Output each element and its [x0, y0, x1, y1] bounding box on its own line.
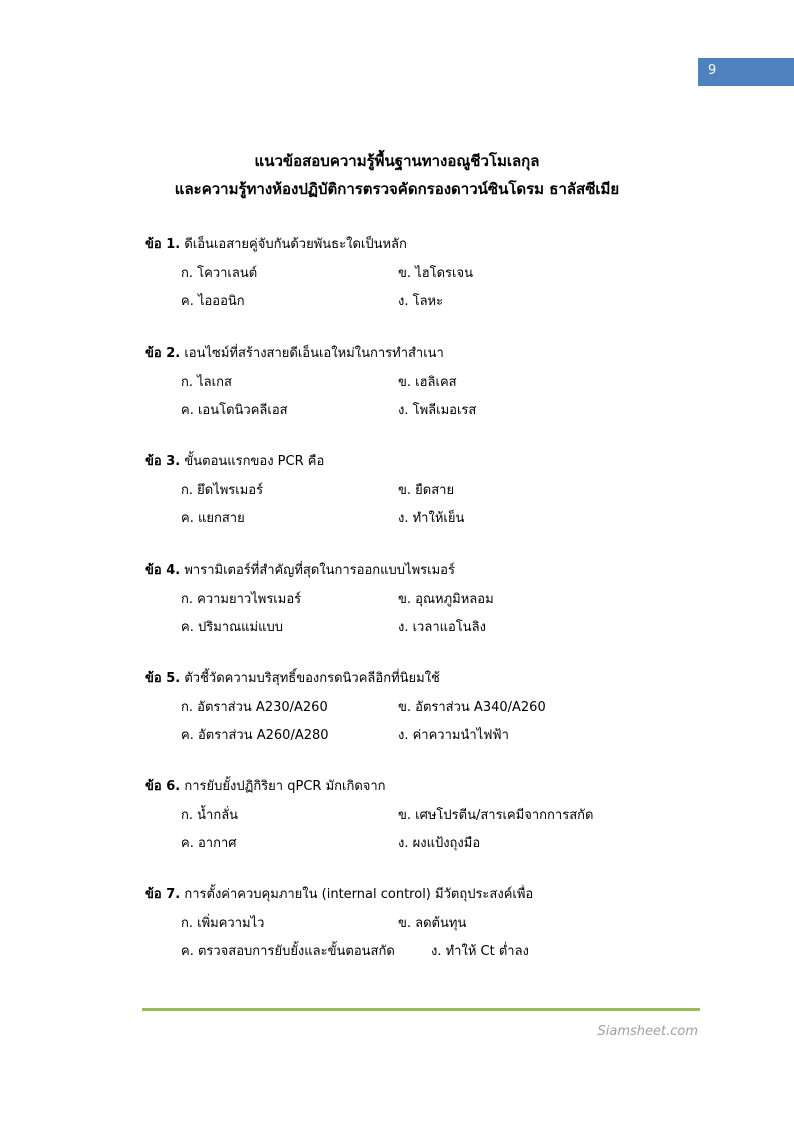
option-c: ค. ปริมาณแม่แบบ — [181, 620, 283, 635]
option-a: ก. น้ำกลั่น — [181, 808, 239, 823]
page-title — [0, 147, 794, 203]
option-d: ง. ค่าความนำไฟฟ้า — [398, 728, 509, 743]
option-d: ง. ทำให้ Ct ต่ำลง — [431, 944, 529, 959]
question-text: เอนไซม์ที่สร้างสายดีเอ็นเอใหม่ในการทำสำเนา — [184, 346, 444, 361]
question-number: ข้อ 2. — [145, 346, 181, 361]
question-7 — [145, 885, 705, 970]
option-b: ข. อุณหภูมิหลอม — [398, 592, 494, 607]
option-b: ข. เศษโปรตีน/สารเคมีจากการสกัด — [398, 808, 594, 823]
question-text: การตั้งค่าควบคุมภายใน (internal control) มีวัตถุประสงค์เพื่อ — [184, 887, 534, 902]
question-number: ข้อ 4. — [145, 563, 181, 578]
option-b: ข. เฮลิเคส — [398, 375, 457, 390]
question-6 — [145, 777, 705, 862]
option-c: ค. เอนโดนิวคลีเอส — [181, 403, 288, 418]
question-text: พารามิเตอร์ที่สำคัญที่สุดในการออกแบบไพรเมอร์ — [184, 563, 455, 578]
question-3 — [145, 452, 705, 537]
question-number: ข้อ 3. — [145, 454, 181, 469]
question-text: ดีเอ็นเอสายคู่จับกันด้วยพันธะใดเป็นหลัก — [184, 237, 407, 252]
question-number: ข้อ 1. — [145, 237, 181, 252]
option-d: ง. โลหะ — [398, 294, 444, 309]
question-number: ข้อ 5. — [145, 671, 181, 686]
question-1 — [145, 235, 705, 320]
option-d: ง. ผงแป้งถุงมือ — [398, 836, 481, 851]
question-4 — [145, 561, 705, 646]
option-d: ง. ทำให้เย็น — [398, 511, 465, 526]
option-a: ก. ยึดไพรเมอร์ — [181, 483, 264, 498]
option-b: ข. ลดต้นทุน — [398, 916, 467, 931]
option-a: ก. โควาเลนต์ — [181, 266, 258, 281]
question-2 — [145, 344, 705, 429]
question-text: การยับยั้งปฏิกิริยา qPCR มักเกิดจาก — [184, 779, 386, 794]
option-c: ค. อัตราส่วน A260/A280 — [181, 728, 329, 743]
title-line-2: และความรู้ทางห้องปฏิบัติการตรวจคัดกรองดาวน์ซินโดรม ธาลัสซีเมีย — [174, 180, 620, 198]
footer-site-name: Siamsheet.com — [597, 1024, 698, 1039]
option-b: ข. ยืดสาย — [398, 483, 455, 498]
question-number: ข้อ 7. — [145, 887, 181, 902]
option-b: ข. ไฮโดรเจน — [398, 266, 473, 281]
option-b: ข. อัตราส่วน A340/A260 — [398, 700, 546, 715]
option-d: ง. เวลาแอโนลิง — [398, 620, 486, 635]
option-a: ก. ไลเกส — [181, 375, 232, 390]
footer-divider — [142, 1008, 700, 1011]
option-a: ก. เพิ่มความไว — [181, 916, 265, 931]
option-a: ก. ความยาวไพรเมอร์ — [181, 592, 302, 607]
title-line-1: แนวข้อสอบความรู้พื้นฐานทางอณูชีวโมเลกุล — [254, 152, 540, 170]
option-c: ค. แยกสาย — [181, 511, 245, 526]
option-c: ค. ไอออนิก — [181, 294, 245, 309]
question-text: ขั้นตอนแรกของ PCR คือ — [184, 454, 325, 469]
question-5 — [145, 669, 705, 754]
question-text: ตัวชี้วัดความบริสุทธิ์ของกรดนิวคลีอิกที่นิยมใช้ — [184, 671, 440, 686]
option-c: ค. อากาศ — [181, 836, 237, 851]
option-a: ก. อัตราส่วน A230/A260 — [181, 700, 328, 715]
option-d: ง. โพลีเมอเรส — [398, 403, 477, 418]
option-c: ค. ตรวจสอบการยับยั้งและขั้นตอนสกัด — [181, 944, 395, 959]
page-number: 9 — [698, 58, 794, 86]
question-number: ข้อ 6. — [145, 779, 181, 794]
